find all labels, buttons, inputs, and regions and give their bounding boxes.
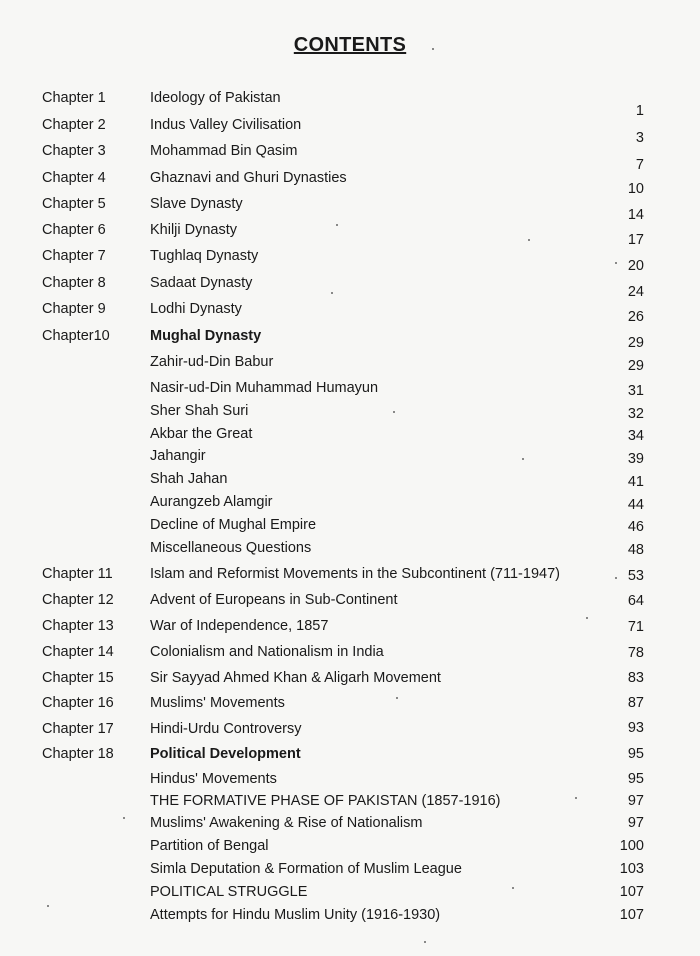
chapter-title: THE FORMATIVE PHASE OF PAKISTAN (1857-1916)	[150, 793, 501, 809]
chapter-title: War of Independence, 1857	[150, 618, 329, 634]
chapter-number: Chapter 4	[42, 170, 106, 186]
toc-entry	[0, 90, 700, 119]
toc-entry	[0, 721, 700, 743]
toc-entry	[0, 301, 700, 323]
page-number: 93	[627, 720, 644, 736]
chapter-title: POLITICAL STRUGGLE	[150, 884, 308, 900]
page-number: 97	[627, 793, 644, 809]
chapter-number: Chapter 13	[42, 618, 114, 634]
chapter-number: Chapter 9	[42, 301, 106, 317]
page-number: 48	[627, 542, 644, 558]
chapter-title: Muslims' Movements	[150, 695, 285, 711]
speck	[528, 239, 530, 241]
chapter-number: Chapter 17	[42, 721, 114, 737]
chapter-title: Slave Dynasty	[150, 196, 243, 212]
chapter-number: Chapter 11	[42, 566, 113, 582]
toc-entry	[0, 380, 700, 402]
toc-entry	[0, 222, 700, 248]
chapter-number: Chapter 2	[42, 117, 106, 133]
page-number: 83	[627, 670, 644, 686]
page-number: 24	[627, 284, 644, 300]
chapter-title: Sher Shah Suri	[150, 403, 249, 419]
chapter-title: Hindus' Movements	[150, 771, 277, 787]
speck	[424, 941, 426, 943]
chapter-title: Political Development	[150, 746, 301, 762]
page-number: 32	[627, 406, 644, 422]
speck	[522, 458, 524, 460]
chapter-title: Advent of Europeans in Sub-Continent	[150, 592, 398, 608]
page-number: 87	[627, 695, 644, 711]
toc-entry	[0, 328, 700, 350]
speck	[512, 887, 514, 889]
speck	[615, 577, 617, 579]
page-number: 100	[619, 838, 644, 854]
page-number: 31	[627, 383, 644, 399]
page-title: CONTENTS	[293, 34, 407, 56]
chapter-title: Shah Jahan	[150, 471, 228, 487]
toc-entry	[0, 426, 700, 448]
chapter-title: Attempts for Hindu Muslim Unity (1916-1930)	[150, 907, 441, 923]
page-number: 3	[635, 130, 644, 146]
chapter-title: Khilji Dynasty	[150, 222, 238, 238]
chapter-title: Tughlaq Dynasty	[150, 248, 259, 264]
page-number: 29	[627, 335, 644, 351]
chapter-title: Jahangir	[150, 448, 206, 464]
page-number: 26	[627, 309, 644, 325]
toc-entry	[0, 448, 700, 470]
page-number: 17	[627, 232, 644, 248]
page-number: 64	[627, 593, 644, 609]
toc-entry	[0, 248, 700, 274]
speck	[575, 797, 577, 799]
page-number: 10	[627, 181, 644, 197]
page-number: 107	[619, 907, 644, 923]
chapter-title: Islam and Reformist Movements in the Subcontinent (711-1947)	[150, 566, 560, 582]
page-number: 41	[627, 474, 644, 490]
page-number: 95	[627, 746, 644, 762]
chapter-number: Chapter 12	[42, 592, 114, 608]
toc-entry	[0, 275, 700, 300]
page-number: 39	[627, 451, 644, 467]
page-number: 97	[627, 815, 644, 831]
chapter-number: Chapter 1	[42, 90, 106, 106]
chapter-title: Ghaznavi and Ghuri Dynasties	[150, 170, 347, 186]
chapter-title: Aurangzeb Alamgir	[150, 494, 273, 510]
chapter-number: Chapter 8	[42, 275, 106, 291]
chapter-title: Indus Valley Civilisation	[150, 117, 302, 133]
toc-entry	[0, 566, 700, 588]
chapter-title: Akbar the Great	[150, 426, 253, 442]
toc-entry	[0, 540, 700, 562]
chapter-number: Chapter 16	[42, 695, 114, 711]
toc-entry	[0, 403, 700, 425]
speck	[586, 617, 588, 619]
toc-entry	[0, 494, 700, 516]
toc-entry	[0, 354, 700, 376]
toc-entry	[0, 644, 700, 666]
page-number: 14	[627, 207, 644, 223]
toc-entry	[0, 196, 700, 223]
chapter-number: Chapter 6	[42, 222, 106, 238]
chapter-title: Nasir-ud-Din Muhammad Humayun	[150, 380, 379, 396]
chapter-title: Decline of Mughal Empire	[150, 517, 317, 533]
toc-entry	[0, 170, 700, 197]
toc-entry	[0, 618, 700, 640]
page-number: 71	[627, 619, 644, 635]
speck	[47, 905, 49, 907]
chapter-number: Chapter 3	[42, 143, 106, 159]
chapter-title: Lodhi Dynasty	[150, 301, 242, 317]
chapter-title: Zahir-ud-Din Babur	[150, 354, 274, 370]
toc-entry	[0, 592, 700, 614]
page-number: 107	[619, 884, 644, 900]
page-number: 103	[619, 861, 644, 877]
toc-entry	[0, 838, 700, 860]
chapter-number: Chapter 5	[42, 196, 106, 212]
toc-entry	[0, 861, 700, 883]
page-number: 78	[627, 645, 644, 661]
chapter-title: Simla Deputation & Formation of Muslim League	[150, 861, 462, 877]
toc-entry	[0, 907, 700, 929]
chapter-number: Chapter 7	[42, 248, 106, 264]
speck	[393, 411, 395, 413]
chapter-title: Muslims' Awakening & Rise of Nationalism	[150, 815, 423, 831]
speck	[123, 817, 125, 819]
chapter-title: Miscellaneous Questions	[150, 540, 312, 556]
chapter-number: Chapter10	[42, 328, 110, 344]
page-number: 44	[627, 497, 644, 513]
chapter-title: Partition of Bengal	[150, 838, 269, 854]
speck	[336, 224, 338, 226]
page-number: 20	[627, 258, 644, 274]
toc-entry	[0, 695, 700, 717]
chapter-title: Hindi-Urdu Controversy	[150, 721, 302, 737]
chapter-number: Chapter 14	[42, 644, 114, 660]
toc-entry	[0, 517, 700, 539]
chapter-title: Colonialism and Nationalism in India	[150, 644, 384, 660]
toc-entry	[0, 793, 700, 815]
page-number: 46	[627, 519, 644, 535]
toc-entry	[0, 117, 700, 146]
toc-entry	[0, 143, 700, 173]
chapter-title: Mohammad Bin Qasim	[150, 143, 298, 159]
speck	[432, 48, 434, 50]
page-number: 7	[635, 157, 644, 173]
toc-entry	[0, 670, 700, 692]
chapter-number: Chapter 18	[42, 746, 114, 762]
page-number: 53	[627, 568, 644, 584]
speck	[331, 292, 333, 294]
page-number: 34	[627, 428, 644, 444]
chapter-title: Mughal Dynasty	[150, 328, 262, 344]
speck	[396, 697, 398, 699]
chapter-title: Ideology of Pakistan	[150, 90, 281, 106]
speck	[615, 262, 617, 264]
page-number: 29	[627, 358, 644, 374]
page-number: 95	[627, 771, 644, 787]
chapter-title: Sir Sayyad Ahmed Khan & Aligarh Movement	[150, 670, 441, 686]
toc-entry	[0, 884, 700, 906]
toc-entry	[0, 815, 700, 837]
page-number: 1	[635, 103, 644, 119]
toc-entry	[0, 746, 700, 768]
toc-entry	[0, 771, 700, 793]
chapter-title: Sadaat Dynasty	[150, 275, 253, 291]
toc-entry	[0, 471, 700, 493]
chapter-number: Chapter 15	[42, 670, 114, 686]
